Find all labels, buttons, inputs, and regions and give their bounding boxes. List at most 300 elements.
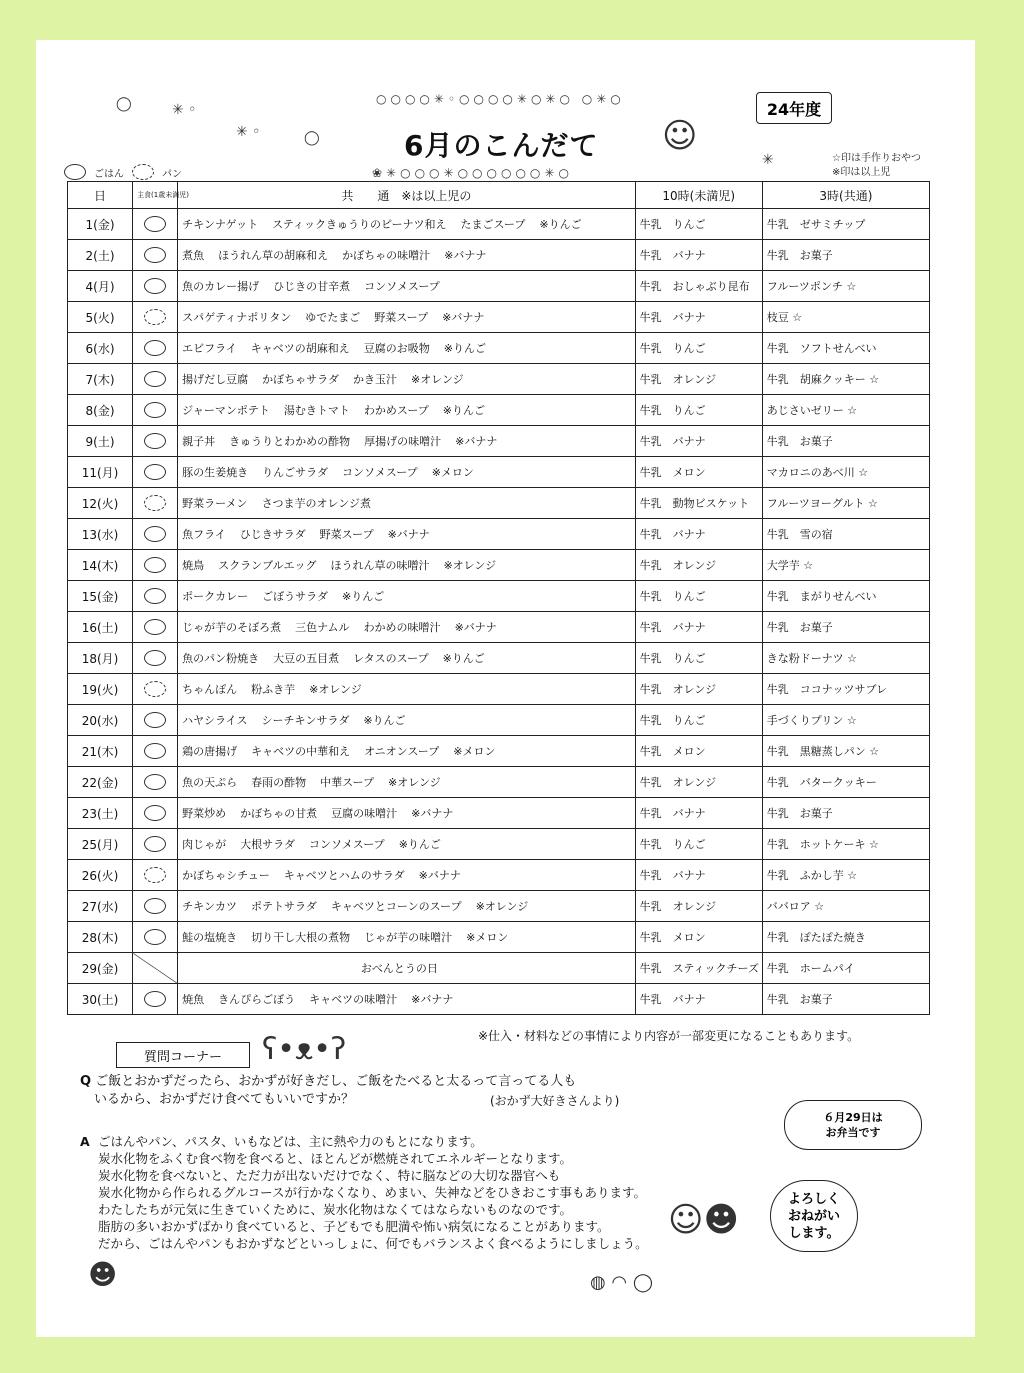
answer-line: 炭水化物をふくむ食べ物を食べると、ほとんどが燃焼されてエネルギーとなります。 <box>98 1151 573 1166</box>
ten-snack-cell: 牛乳 バナナ <box>635 984 762 1015</box>
dish-item: 豆腐の味噌汁 <box>331 807 398 820</box>
table-row <box>68 798 930 829</box>
table-row <box>68 984 930 1015</box>
three-snack-cell: 牛乳 黒糖蒸しパン ☆ <box>762 736 929 767</box>
table-row <box>68 581 930 612</box>
dish-item: さつま芋のオレンジ煮 <box>261 497 372 510</box>
three-snack-cell: きな粉ドーナツ ☆ <box>762 643 929 674</box>
table-row <box>68 860 930 891</box>
dish-item: ※バナナ <box>444 249 487 262</box>
three-snack-cell: 牛乳 ホームパイ <box>762 953 929 984</box>
legend-bread-label: パン <box>162 168 182 180</box>
staple-cell <box>133 860 178 891</box>
ten-snack-cell: 牛乳 メロン <box>635 457 762 488</box>
table-row <box>68 240 930 271</box>
question-corner-label: 質問コーナー <box>116 1042 250 1068</box>
rice-face-icon <box>144 433 166 449</box>
rice-face-icon <box>144 929 166 945</box>
day-cell: 1(金) <box>68 209 133 240</box>
staple-cell <box>133 829 178 860</box>
staple-cell <box>133 240 178 271</box>
three-snack-cell: 牛乳 ホットケーキ ☆ <box>762 829 929 860</box>
dish-item: ※バナナ <box>411 807 454 820</box>
table-header-row <box>68 182 930 209</box>
dish-item: チキンナゲット <box>182 218 259 231</box>
common-menu-cell <box>178 798 636 829</box>
dish-item: ※メロン <box>431 466 474 479</box>
dish-item: 中華スープ <box>320 776 375 789</box>
dish-item: ※りんご <box>398 838 441 851</box>
dish-item: 焼鳥 <box>182 559 205 572</box>
dish-item: 魚のパン粉焼き <box>182 652 260 665</box>
bento-bubble-line-2: お弁当です <box>825 1126 881 1139</box>
dish-item: たまごスープ <box>460 218 526 231</box>
table-row <box>68 271 930 302</box>
dish-item: キャベツの中華和え <box>251 745 351 758</box>
dish-item: きんぴらごぼう <box>218 993 296 1006</box>
day-cell: 4(月) <box>68 271 133 302</box>
common-menu-cell <box>178 550 636 581</box>
three-snack-cell: 牛乳 お菓子 <box>762 984 929 1015</box>
three-snack-cell: ババロア ☆ <box>762 891 929 922</box>
staple-legend <box>64 164 182 180</box>
staple-cell <box>133 426 178 457</box>
ten-snack-cell: 牛乳 りんご <box>635 643 762 674</box>
bread-face-icon <box>144 309 166 325</box>
three-snack-cell: 牛乳 ゼサミチップ <box>762 209 929 240</box>
day-cell: 18(月) <box>68 643 133 674</box>
dish-item: 鶏の唐揚げ <box>182 745 238 758</box>
dish-item: ごぼうサラダ <box>262 590 328 603</box>
question-author: (おかず大好きさんより) <box>490 1094 620 1108</box>
table-row <box>68 891 930 922</box>
staple-cell <box>133 612 178 643</box>
menu-table-body <box>68 209 930 1015</box>
day-cell: 27(水) <box>68 891 133 922</box>
three-snack-cell: 大学芋 ☆ <box>762 550 929 581</box>
rice-face-icon <box>144 340 166 356</box>
staple-cell <box>133 767 178 798</box>
staple-cell <box>133 891 178 922</box>
dish-item: ※オレンジ <box>443 559 497 572</box>
ten-snack-cell: 牛乳 スティックチーズ <box>635 953 762 984</box>
day-cell: 2(土) <box>68 240 133 271</box>
common-menu-cell <box>178 209 636 240</box>
day-cell: 20(水) <box>68 705 133 736</box>
dish-item: 魚フライ <box>182 528 226 541</box>
bead-garland-icon: ○○○○✳◦○○○○✳○✳○ ○✳○ <box>376 92 625 106</box>
rice-face-icon <box>144 619 166 635</box>
a-label: A <box>80 1134 90 1149</box>
dish-item: ※りんご <box>442 652 485 665</box>
dish-item: 粉ふき芋 <box>251 683 296 696</box>
dish-item: ※メロン <box>453 745 496 758</box>
rice-face-icon <box>144 216 166 232</box>
three-snack-cell: 手づくりプリン ☆ <box>762 705 929 736</box>
star-doodle-icon: ✳ <box>762 152 774 168</box>
q-line-1: ご飯とおかずだったら、おかずが好きだし、ご飯をたべると太るって言ってる人も <box>95 1074 577 1089</box>
col-day-header: 日 <box>68 182 133 209</box>
ten-snack-cell: 牛乳 バナナ <box>635 519 762 550</box>
dish-item: ※オレンジ <box>411 373 464 386</box>
table-row <box>68 767 930 798</box>
dish-item: ジャーマンポテト <box>182 404 270 417</box>
ten-snack-cell: 牛乳 バナナ <box>635 426 762 457</box>
answer-text <box>80 1133 648 1252</box>
dish-item: コンソメスープ <box>342 466 418 479</box>
dish-item: わかめの味噌汁 <box>363 621 441 634</box>
dish-item: エビフライ <box>182 342 237 355</box>
dish-item: きゅうりとわかめの酢物 <box>229 435 351 448</box>
bread-face-icon <box>144 867 166 883</box>
three-snack-cell: 牛乳 お菓子 <box>762 426 929 457</box>
common-menu-cell <box>178 395 636 426</box>
three-snack-cell: 牛乳 胡麻クッキー ☆ <box>762 364 929 395</box>
three-snack-cell: 牛乳 ぽたぽた焼き <box>762 922 929 953</box>
dish-item: 鮭の塩焼き <box>182 931 238 944</box>
greeting-line-3: します。 <box>788 1225 840 1241</box>
table-row <box>68 488 930 519</box>
dish-item: ※バナナ <box>387 528 430 541</box>
ten-snack-cell: 牛乳 りんご <box>635 209 762 240</box>
staple-cell <box>133 209 178 240</box>
rice-face-icon <box>144 774 166 790</box>
ten-snack-cell: 牛乳 りんご <box>635 829 762 860</box>
dish-item: 魚の天ぷら <box>182 776 238 789</box>
staple-cell <box>133 271 178 302</box>
dish-item: 大根サラダ <box>240 838 295 851</box>
dish-item: かぼちゃの味噌汁 <box>342 249 431 262</box>
staple-cell <box>133 488 178 519</box>
day-cell: 12(火) <box>68 488 133 519</box>
dish-item: かぼちゃサラダ <box>262 373 339 386</box>
answer-line: わたしたちが元気に生きていくために、炭水化物はなくてはならないものなのです。 <box>98 1202 573 1217</box>
dish-item: スティックきゅうりのピーナツ和え <box>272 218 447 231</box>
rice-face-icon <box>144 712 166 728</box>
staple-cell <box>133 984 178 1015</box>
ten-snack-cell: 牛乳 りんご <box>635 395 762 426</box>
ten-snack-cell: 牛乳 オレンジ <box>635 364 762 395</box>
dish-item: キャベツとコーンのスープ <box>330 900 462 913</box>
dish-item: ※りんご <box>442 404 486 417</box>
dish-item: 揚げだし豆腐 <box>182 373 249 386</box>
dish-item: ※バナナ <box>418 869 461 882</box>
staple-cell <box>133 798 178 829</box>
ten-snack-cell: 牛乳 オレンジ <box>635 767 762 798</box>
chef-character-icon: ☺ <box>662 116 698 156</box>
day-cell: 7(木) <box>68 364 133 395</box>
staple-cell <box>133 674 178 705</box>
dish-item: 豆腐のお吸物 <box>363 342 430 355</box>
staple-cell <box>133 364 178 395</box>
table-row <box>68 953 930 984</box>
rice-face-icon <box>144 836 166 852</box>
staple-cell <box>133 736 178 767</box>
dish-item: オニオンスープ <box>364 745 440 758</box>
dish-item: ちゃんぽん <box>182 683 238 696</box>
greeting-line-1: よろしく <box>787 1191 840 1207</box>
day-cell: 22(金) <box>68 767 133 798</box>
day-cell: 26(火) <box>68 860 133 891</box>
handmade-note: ☆印は手作りおやつ <box>832 153 921 164</box>
three-snack-cell: 牛乳 ココナッツサブレ <box>762 674 929 705</box>
dish-item: ※オレンジ <box>475 900 529 913</box>
older-children-note: ※印は以上児 <box>832 167 891 178</box>
dish-item: 切り干し大根の煮物 <box>251 931 351 944</box>
answer-line: 炭水化物から作られるグルコースが行かなくなり、めまい、失神などをひきおこす事もあります。 <box>98 1185 647 1200</box>
staple-cell <box>133 953 178 984</box>
dish-item: シーチキンサラダ <box>261 714 350 727</box>
ten-snack-cell: 牛乳 バナナ <box>635 240 762 271</box>
day-cell: 23(土) <box>68 798 133 829</box>
day-cell: 15(金) <box>68 581 133 612</box>
rice-face-icon <box>64 164 86 180</box>
day-cell: 19(火) <box>68 674 133 705</box>
table-row <box>68 674 930 705</box>
dish-item: ほうれん草の胡麻和え <box>218 249 329 262</box>
ten-snack-cell: 牛乳 バナナ <box>635 860 762 891</box>
three-snack-cell: 牛乳 まがりせんべい <box>762 581 929 612</box>
dish-item: ゆでたまご <box>305 311 361 324</box>
table-row <box>68 643 930 674</box>
day-cell: 14(木) <box>68 550 133 581</box>
table-row <box>68 736 930 767</box>
dish-item: ※オレンジ <box>309 683 362 696</box>
table-row <box>68 333 930 364</box>
bread-face-icon <box>132 164 154 180</box>
staple-cell <box>133 457 178 488</box>
common-menu-cell <box>178 984 636 1015</box>
three-snack-cell: 枝豆 ☆ <box>762 302 929 333</box>
staple-cell <box>133 922 178 953</box>
ten-snack-cell: 牛乳 メロン <box>635 922 762 953</box>
dish-item: おべんとうの日 <box>360 962 438 975</box>
three-snack-cell: フルーツポンチ ☆ <box>762 271 929 302</box>
rice-face-icon <box>144 991 166 1007</box>
common-menu-cell <box>178 271 636 302</box>
table-row <box>68 209 930 240</box>
dish-item: ※バナナ <box>454 621 497 634</box>
year-badge: 24年度 <box>756 92 832 124</box>
dish-item: ※バナナ <box>455 435 498 448</box>
three-snack-cell: マカロニのあべ川 ☆ <box>762 457 929 488</box>
dish-item: 魚のカレー揚げ <box>182 280 260 293</box>
table-row <box>68 705 930 736</box>
common-menu-cell <box>178 860 636 891</box>
common-menu-cell <box>178 953 636 984</box>
answer-lines <box>80 1133 648 1252</box>
dish-item: ※バナナ <box>442 311 485 324</box>
dish-item: キャベツとハムのサラダ <box>283 869 405 882</box>
col-ten-header: 10時(未満児) <box>635 182 762 209</box>
dish-item: 肉じゃが <box>182 838 227 851</box>
dish-item: ※りんご <box>443 342 486 355</box>
dish-item: 野菜スープ <box>319 528 374 541</box>
common-menu-cell <box>178 426 636 457</box>
day-cell: 28(木) <box>68 922 133 953</box>
common-menu-cell <box>178 488 636 519</box>
q-label: Q <box>80 1074 92 1089</box>
staple-cell <box>133 333 178 364</box>
ten-snack-cell: 牛乳 動物ビスケット <box>635 488 762 519</box>
staple-cell <box>133 581 178 612</box>
dish-item: 煮魚 <box>182 249 205 262</box>
bread-face-icon <box>144 681 166 697</box>
answer-line: だから、ごはんやパンもおかずなどといっしょに、何でもバランスよく食べるようにしましょう。 <box>98 1236 648 1251</box>
dish-item: ※りんご <box>342 590 385 603</box>
dish-item: コンソメスープ <box>364 280 440 293</box>
dish-item: ひじきの甘辛煮 <box>273 280 351 293</box>
common-menu-cell <box>178 364 636 395</box>
dish-item: じゃが芋のそぼろ煮 <box>182 621 282 634</box>
star-doodle-icon: ✳ ◦ <box>236 124 261 140</box>
common-menu-cell <box>178 240 636 271</box>
answer-line: 脂肪の多いおかずばかり食べていると、子どもでも肥満や怖い病気になることがあります。 <box>98 1219 610 1234</box>
dish-item: ※りんご <box>539 218 582 231</box>
three-snack-cell: 牛乳 ふかし芋 ☆ <box>762 860 929 891</box>
children-character-icon: ☺☻ <box>668 1200 739 1240</box>
ten-snack-cell: 牛乳 りんご <box>635 705 762 736</box>
day-cell: 9(土) <box>68 426 133 457</box>
greeting-line-2: おねがい <box>787 1208 840 1224</box>
rice-face-icon <box>144 557 166 573</box>
dish-item: 湯むきトマト <box>283 404 350 417</box>
rice-face-icon <box>144 650 166 666</box>
dish-item: わかめスープ <box>363 404 429 417</box>
three-snack-cell: 牛乳 ソフトせんべい <box>762 333 929 364</box>
table-row <box>68 519 930 550</box>
dish-item: 野菜スープ <box>374 311 429 324</box>
dish-item: ポークカレー <box>182 590 249 603</box>
bento-bubble-line-1: ６月29日は <box>823 1111 883 1124</box>
common-menu-cell <box>178 705 636 736</box>
day-cell: 29(金) <box>68 953 133 984</box>
dish-item: キャベツの胡麻和え <box>250 342 350 355</box>
bead-garland-icon: ❀✳○○○✳○○○○○○✳○ <box>372 166 573 180</box>
circle-doodle-icon: ◯ <box>116 96 132 112</box>
q-line-2: いるから、おかずだけ食べてもいいですか？ <box>94 1092 355 1107</box>
day-cell: 30(土) <box>68 984 133 1015</box>
common-menu-cell <box>178 581 636 612</box>
legend-rice-label: ごはん <box>94 168 124 180</box>
dish-item: かぼちゃの甘煮 <box>240 807 318 820</box>
ten-snack-cell: 牛乳 バナナ <box>635 798 762 829</box>
col-common-header: 共 通 ※は以上児の <box>178 182 636 209</box>
common-menu-cell <box>178 674 636 705</box>
staple-cell <box>133 705 178 736</box>
day-cell: 25(月) <box>68 829 133 860</box>
day-cell: 16(土) <box>68 612 133 643</box>
rice-face-icon <box>144 898 166 914</box>
bento-day-bubble <box>784 1100 922 1150</box>
staple-cell <box>133 550 178 581</box>
dish-item: かぼちゃシチュー <box>182 869 270 882</box>
dish-item: レタスのスープ <box>353 652 429 665</box>
dish-item: 三色ナムル <box>295 621 350 634</box>
table-row <box>68 426 930 457</box>
rice-face-icon <box>144 743 166 759</box>
table-row <box>68 922 930 953</box>
bread-face-icon <box>144 495 166 511</box>
common-menu-cell <box>178 767 636 798</box>
staple-cell <box>133 395 178 426</box>
common-menu-cell <box>178 829 636 860</box>
dish-item: ポテトサラダ <box>251 900 317 913</box>
dish-item: りんごサラダ <box>262 466 328 479</box>
dish-item: 野菜炒め <box>182 807 227 820</box>
dish-item: ※オレンジ <box>388 776 441 789</box>
ten-snack-cell: 牛乳 オレンジ <box>635 550 762 581</box>
dish-item: チキンカツ <box>182 900 237 913</box>
dish-item: 野菜ラーメン <box>182 497 248 510</box>
common-menu-cell <box>178 612 636 643</box>
menu-table <box>67 181 930 1015</box>
rice-face-icon <box>144 247 166 263</box>
common-menu-cell <box>178 519 636 550</box>
dish-item: じゃが芋の味噌汁 <box>364 931 453 944</box>
greeting-bubble <box>770 1180 858 1252</box>
dish-item: ハヤシライス <box>182 714 248 727</box>
dish-item: ※メロン <box>466 931 509 944</box>
day-cell: 13(水) <box>68 519 133 550</box>
common-menu-cell <box>178 891 636 922</box>
dish-item: かき玉汁 <box>353 373 397 386</box>
bear-character-icon: ʕ•ᴥ•ʔ <box>262 1032 347 1067</box>
day-cell: 5(火) <box>68 302 133 333</box>
ten-snack-cell: 牛乳 おしゃぶり昆布 <box>635 271 762 302</box>
day-cell: 21(木) <box>68 736 133 767</box>
dish-item: 豚の生姜焼き <box>182 466 249 479</box>
rice-face-icon <box>144 371 166 387</box>
ten-snack-cell: 牛乳 りんご <box>635 581 762 612</box>
dish-item: ※バナナ <box>411 993 454 1006</box>
disclaimer: ※仕入・材料などの事情により内容が一部変更になることもあります。 <box>478 1029 860 1043</box>
three-snack-cell: 牛乳 お菓子 <box>762 612 929 643</box>
table-row <box>68 829 930 860</box>
page-title: 6月のこんだて <box>404 129 599 162</box>
rice-face-icon <box>144 588 166 604</box>
dish-item: 親子丼 <box>182 435 216 448</box>
dish-item: 春雨の酢物 <box>251 776 307 789</box>
common-menu-cell <box>178 643 636 674</box>
table-row <box>68 612 930 643</box>
common-menu-cell <box>178 302 636 333</box>
rice-face-icon <box>144 526 166 542</box>
common-menu-cell <box>178 333 636 364</box>
day-cell: 11(月) <box>68 457 133 488</box>
rice-face-icon <box>144 464 166 480</box>
table-row <box>68 550 930 581</box>
dish-item: 大豆の五目煮 <box>273 652 340 665</box>
dish-item: ※りんご <box>363 714 406 727</box>
ten-snack-cell: 牛乳 メロン <box>635 736 762 767</box>
rice-ball-character-icon: ☻ <box>88 1258 118 1291</box>
common-menu-cell <box>178 457 636 488</box>
three-snack-cell: 牛乳 お菓子 <box>762 240 929 271</box>
ten-snack-cell: 牛乳 りんご <box>635 333 762 364</box>
answer-line: 炭水化物を食べないと、ただ力が出ないだけでなく、特に脳などの大切な器官へも <box>98 1168 561 1183</box>
answer-line: ごはんやパン、パスタ、いもなどは、主に熱や力のもとになります。 <box>98 1134 483 1149</box>
dish-item: ほうれん草の味噌汁 <box>330 559 430 572</box>
dish-item: 焼魚 <box>182 993 205 1006</box>
rice-face-icon <box>144 278 166 294</box>
rice-face-icon <box>144 402 166 418</box>
three-snack-cell: あじさいゼリー ☆ <box>762 395 929 426</box>
ten-snack-cell: 牛乳 オレンジ <box>635 891 762 922</box>
dish-item: スクランブルエッグ <box>218 559 317 572</box>
staple-cell <box>133 302 178 333</box>
ten-snack-cell: 牛乳 バナナ <box>635 302 762 333</box>
